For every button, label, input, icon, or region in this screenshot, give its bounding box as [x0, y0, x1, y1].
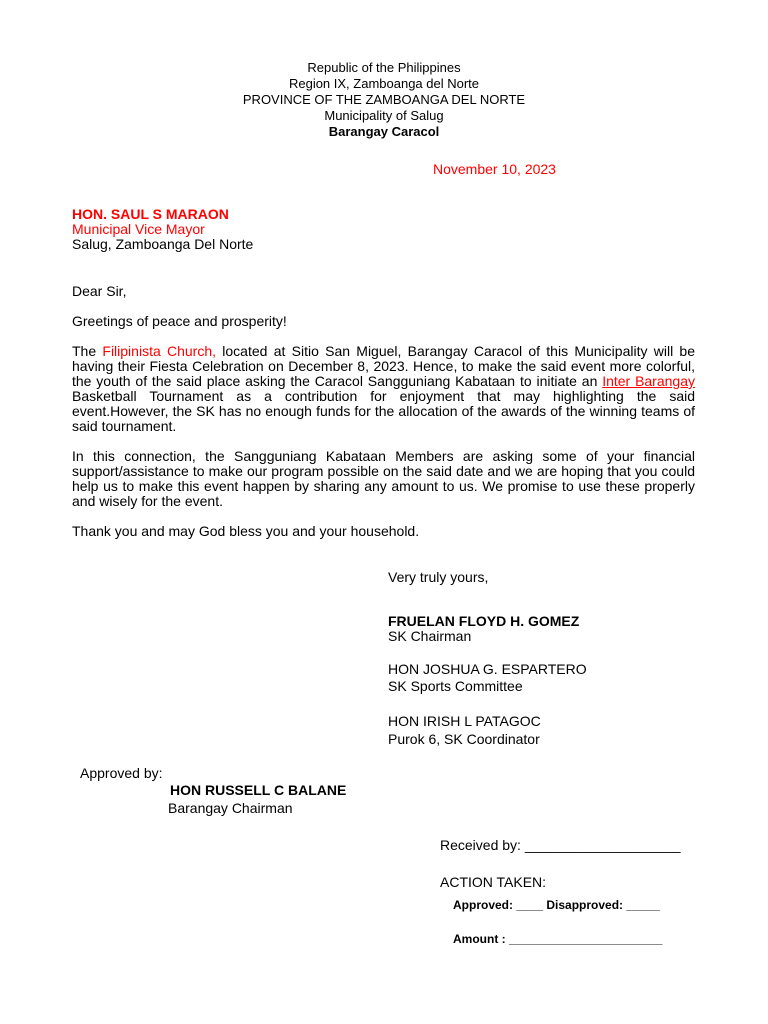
approval-status-field: Approved: ____ Disapproved: _____: [453, 898, 660, 912]
letterhead: [0, 60, 768, 140]
church-name: Filipinista Church,: [102, 343, 217, 359]
signatory-role: Purok 6, SK Coordinator: [388, 731, 540, 747]
letterhead-line-barangay: Barangay Caracol: [328, 124, 440, 139]
valediction: Very truly yours,: [388, 569, 489, 585]
recipient-name: HON. SAUL S MARAON: [72, 206, 229, 222]
event-name: Inter Barangay: [602, 373, 695, 389]
signatory-role: SK Chairman: [388, 628, 472, 644]
signatory-name: FRUELAN FLOYD H. GOMEZ: [388, 613, 580, 629]
signatory-name: HON IRISH L PATAGOC: [388, 713, 541, 729]
recipient-address: Salug, Zamboanga Del Norte: [72, 236, 254, 252]
letter-date: November 10, 2023: [433, 161, 556, 177]
greeting: Greetings of peace and prosperity!: [72, 313, 287, 329]
letterhead-line-region: Region IX, Zamboanga del Norte: [288, 76, 480, 91]
salutation: Dear Sir,: [72, 283, 127, 299]
signatory-role: SK Sports Committee: [388, 678, 523, 694]
paragraph-text: The: [72, 343, 103, 359]
received-by-field: Received by: ____________________: [440, 837, 681, 853]
paragraph-text: Basketball Tournament as a contribution for enjoyment that may highlighting the said event.However, the SK has no enough funds for the allocation of the awards of the winning teams of said tournament.: [72, 388, 695, 434]
body-paragraph-2: In this connection, the Sangguniang Kabataan Members are asking some of your financial support/assistance to make our program possible on the said date and we are hoping that you could help us to make this event happen by sharing any amount to us. We promise to use these properly and wisely for the event.: [72, 448, 695, 509]
paragraph-text: located at Sitio San Miguel, Barangay Caracol of this Municipality will be having their Fiesta Celebration on December 8, 2023. Hence, to make the said event more colorful, the youth of the said place asking the Caracol Sangguniang Kabataan to initiate an: [72, 343, 696, 389]
signatory-name: HON JOSHUA G. ESPARTERO: [388, 661, 587, 677]
approver-role: Barangay Chairman: [168, 800, 293, 816]
recipient-title: Municipal Vice Mayor: [72, 221, 205, 237]
letterhead-line-country: Republic of the Philippines: [307, 60, 461, 75]
letterhead-line-province: PROVINCE OF THE ZAMBOANGA DEL NORTE: [242, 92, 526, 107]
approver-name: HON RUSSELL C BALANE: [170, 782, 347, 798]
letterhead-line-municipality: Municipality of Salug: [324, 108, 444, 123]
body-paragraph-1: [72, 344, 695, 434]
closing-thanks: Thank you and may God bless you and your household.: [72, 523, 420, 539]
approved-by-label: Approved by:: [80, 765, 163, 781]
action-taken-label: ACTION TAKEN:: [440, 874, 547, 890]
amount-field: Amount : _______________________: [453, 932, 663, 946]
